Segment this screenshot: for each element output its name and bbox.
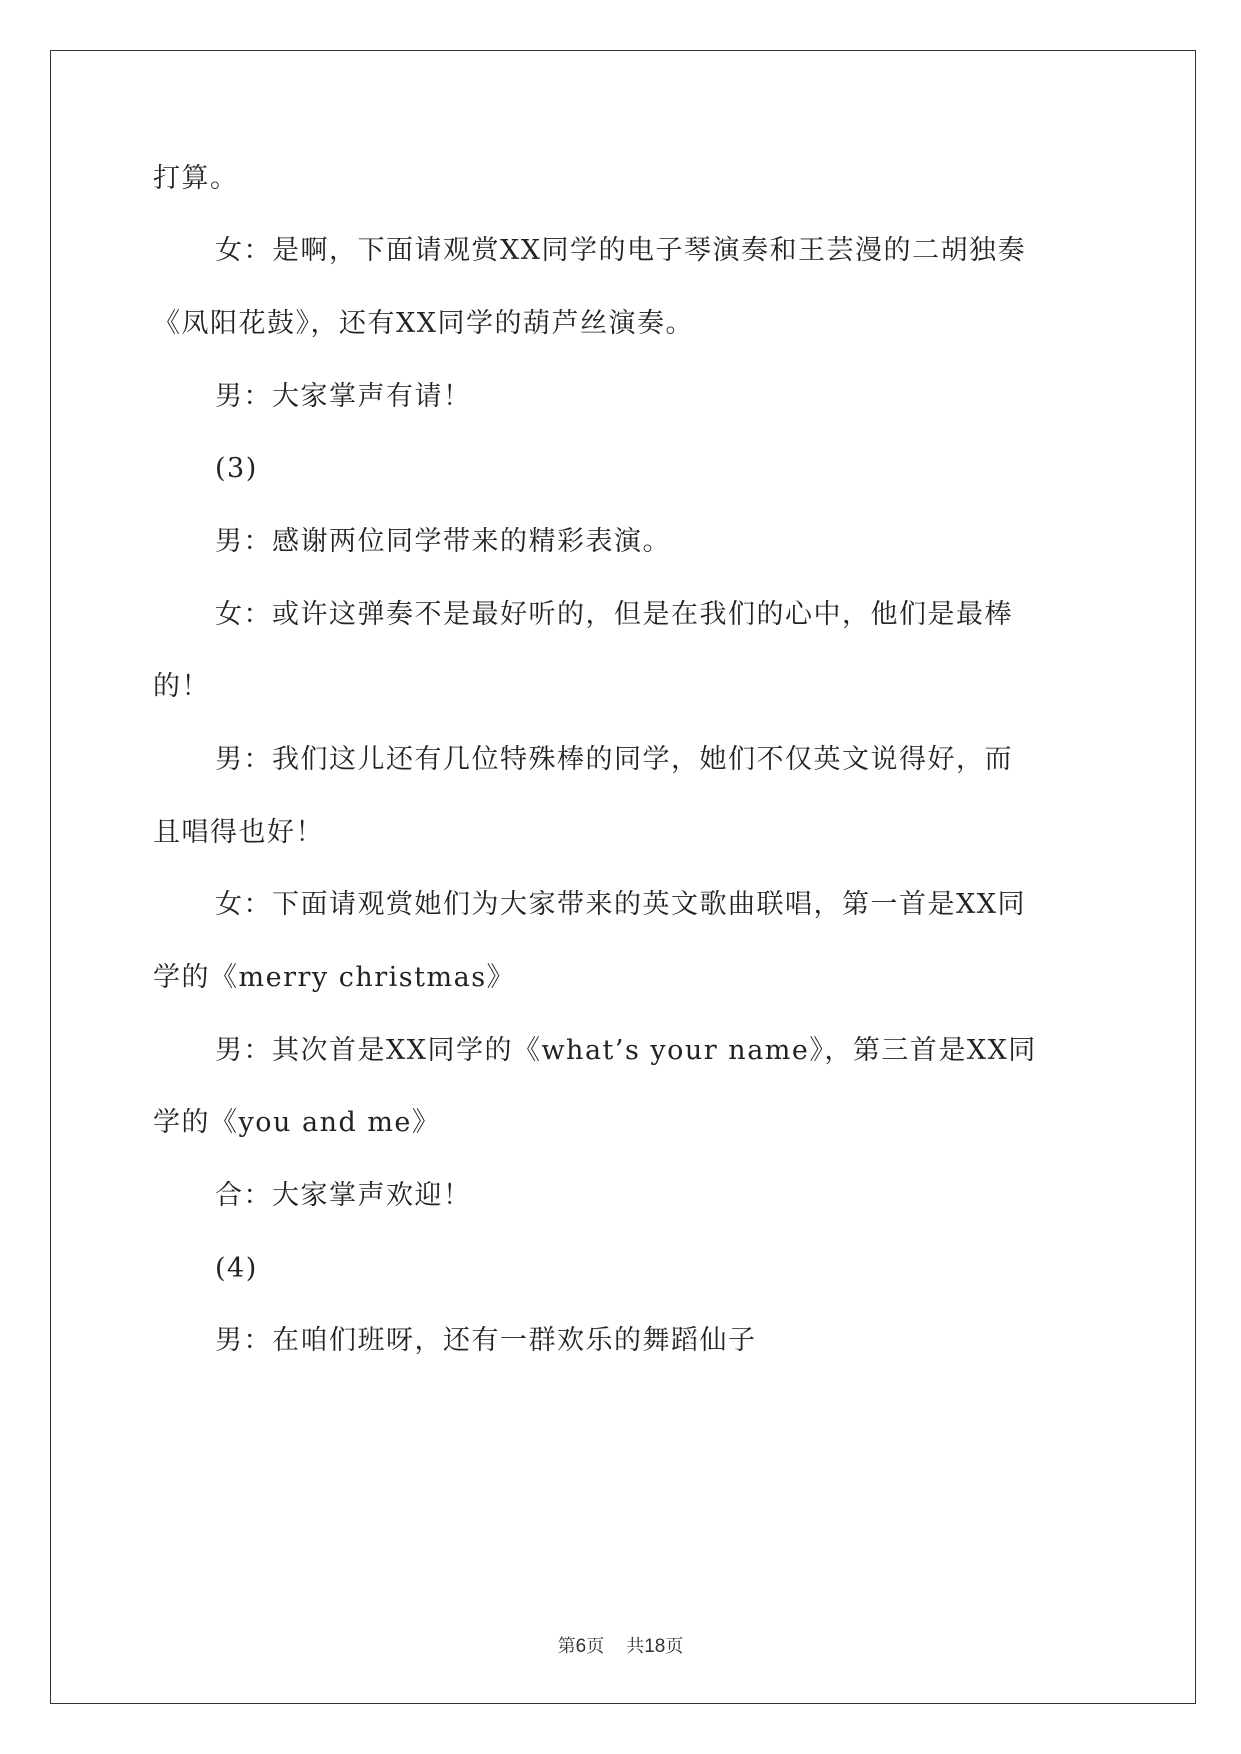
footer-total-suffix: 页	[665, 1636, 684, 1657]
text-line: 学的《merry christmas》	[153, 962, 516, 993]
text-line: 女：是啊，下面请观赏XX同学的电子琴演奏和王芸漫的二胡独奏	[215, 235, 1026, 266]
text-line: 《凤阳花鼓》，还有XX同学的葫芦丝演奏。	[153, 308, 694, 339]
total-page-count: 18	[644, 1636, 666, 1657]
footer-prefix: 第	[557, 1636, 576, 1657]
text-line: 男：感谢两位同学带来的精彩表演。	[215, 526, 671, 557]
text-line: 男：在咱们班呀，还有一群欢乐的舞蹈仙子	[215, 1325, 757, 1356]
text-line: 的！	[153, 671, 210, 702]
text-line: 且唱得也好！	[153, 817, 324, 848]
text-line: 女：或许这弹奏不是最好听的，但是在我们的心中，他们是最棒	[215, 599, 1013, 630]
page-footer	[0, 1632, 1241, 1658]
footer-page-suffix: 页	[586, 1636, 605, 1657]
text-line: (3)	[215, 453, 258, 484]
text-line: 男：其次首是XX同学的《what’s your name》，第三首是XX同	[215, 1035, 1037, 1066]
text-line: 合：大家掌声欢迎！	[215, 1180, 472, 1211]
text-line: (4)	[215, 1253, 258, 1284]
text-line: 学的《you and me》	[153, 1107, 441, 1138]
text-line: 男：大家掌声有请！	[215, 381, 472, 412]
page-border	[50, 50, 1196, 1704]
footer-total-prefix: 共	[626, 1636, 645, 1657]
current-page-number: 6	[575, 1636, 587, 1657]
text-line: 女：下面请观赏她们为大家带来的英文歌曲联唱，第一首是XX同	[215, 889, 1026, 920]
text-line: 打算。	[153, 163, 239, 194]
text-line: 男：我们这儿还有几位特殊棒的同学，她们不仅英文说得好，而	[215, 744, 1013, 775]
